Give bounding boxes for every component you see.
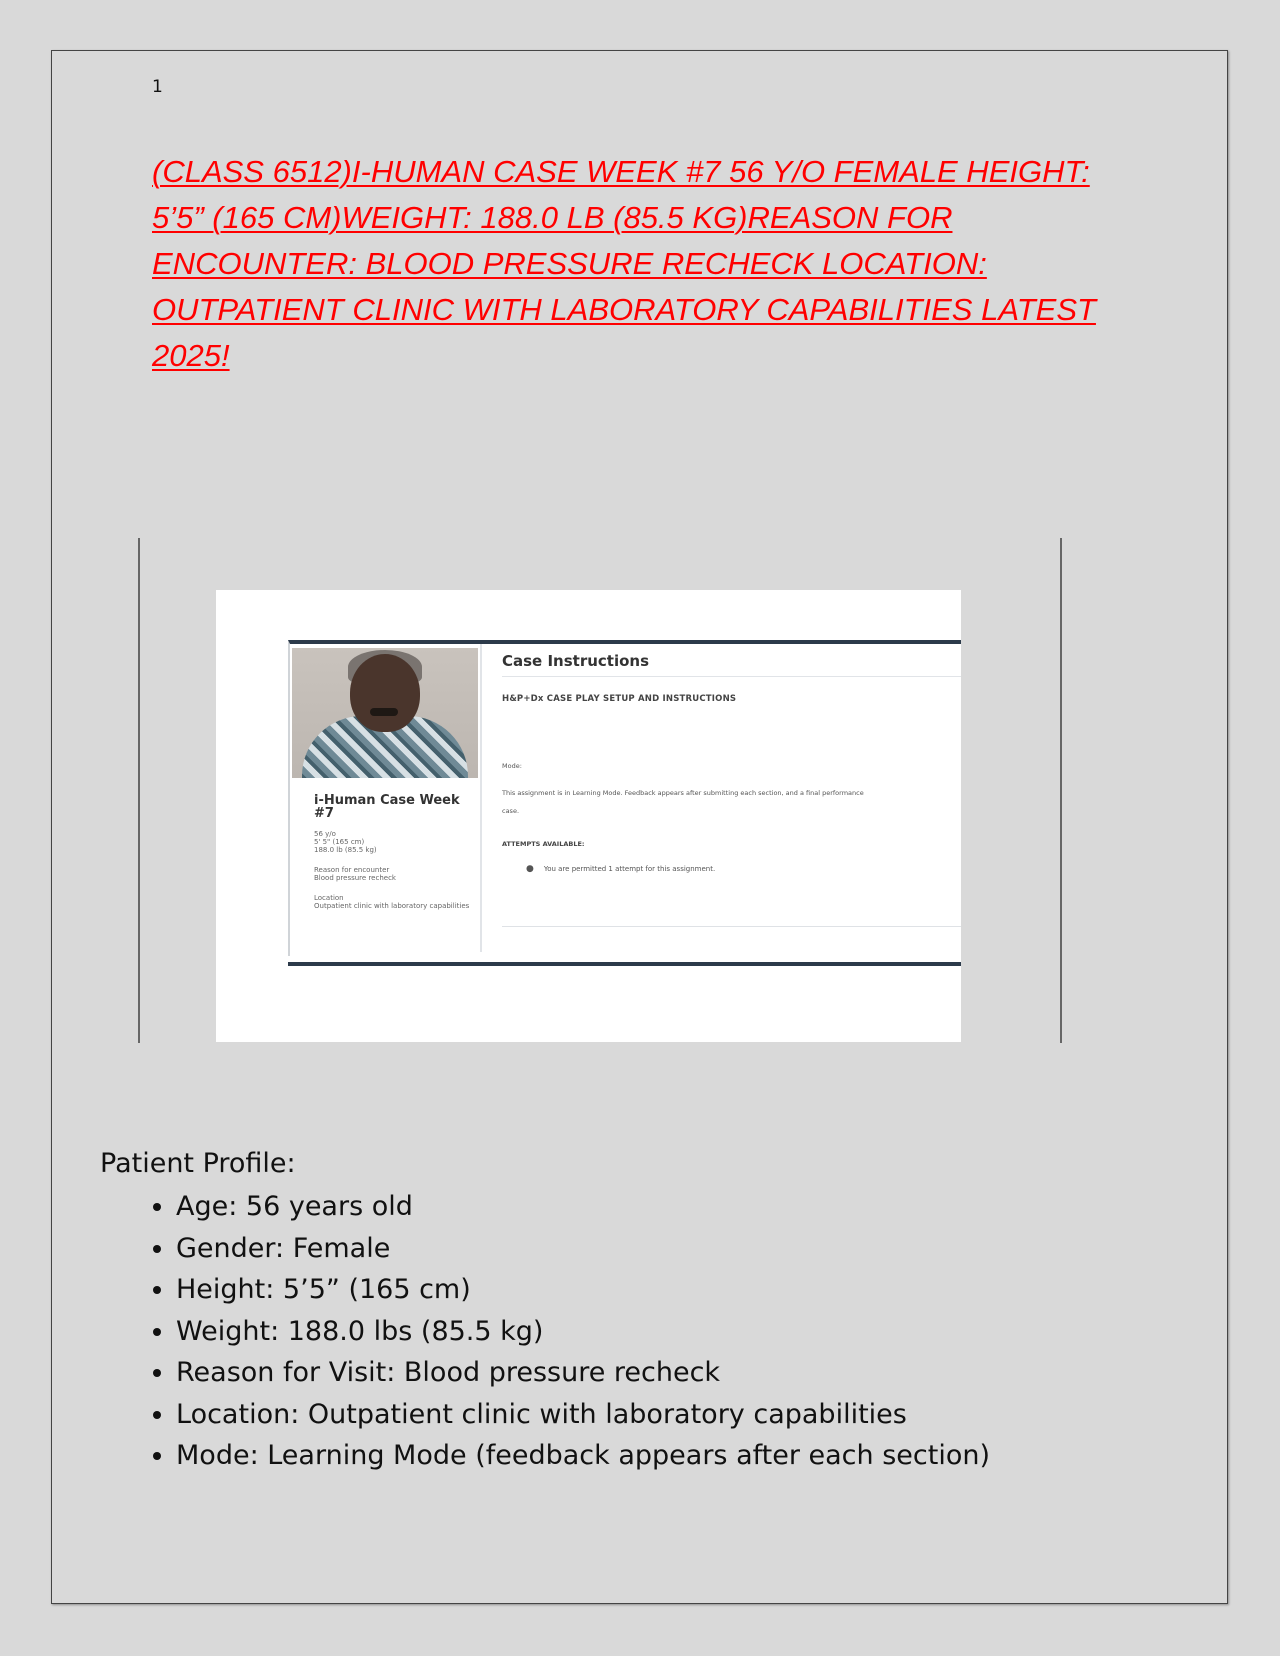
page-number: 1 [152, 77, 163, 97]
list-item: • Mode: Learning Mode (feedback appears after each section) [176, 1435, 990, 1477]
mode-text-line: This assignment is in Learning Mode. Feedback appears after submitting each section, and a final performance [502, 789, 864, 797]
instructions-panel [490, 644, 961, 952]
case-card [288, 640, 961, 956]
divider [502, 926, 961, 927]
reason-block [314, 866, 474, 882]
list-item: • Reason for Visit: Blood pressure recheck [176, 1352, 990, 1394]
case-name: i-Human Case Week #7 [314, 793, 460, 821]
list-item: • Location: Outpatient clinic with laboratory capabilities [176, 1394, 990, 1436]
location-value: Outpatient clinic with laboratory capabilities [314, 902, 470, 910]
profile-heading: Patient Profile: [100, 1148, 296, 1179]
reason-value: Blood pressure recheck [314, 874, 396, 882]
list-item: • Age: 56 years old [176, 1186, 990, 1228]
list-item: • Height: 5’5” (165 cm) [176, 1269, 990, 1311]
location-block [314, 894, 474, 910]
patient-stats [314, 830, 474, 854]
reason-label: Reason for encounter [314, 866, 390, 874]
document-title[interactable]: (CLASS 6512)I-HUMAN CASE WEEK #7 56 Y/O FEMALE HEIGHT: 5’5” (165 CM)WEIGHT: 188.0 LB (85.5 KG)REASON FOR ENCOUNTER: BLOOD PRESSURE RECHECK LOCATION: OUTPATIENT CLINIC WITH LABORATORY CAPABILITIES LATEST 2025! [152, 154, 1096, 373]
profile-list [100, 1186, 990, 1477]
list-item: • Weight: 188.0 lbs (85.5 kg) [176, 1311, 990, 1353]
location-label: Location [314, 894, 344, 902]
attempts-text: You are permitted 1 attempt for this assignment. [543, 865, 716, 873]
attempts-bullet [526, 864, 715, 874]
patient-panel [290, 644, 482, 952]
mode-label: Mode: [502, 762, 522, 770]
mode-text-cont: case. [502, 807, 520, 815]
patient-age: 56 y/o [314, 830, 336, 838]
attempts-label: ATTEMPTS AVAILABLE: [502, 840, 585, 848]
mode-text [502, 784, 961, 820]
instructions-title: Case Instructions [502, 652, 961, 677]
setup-heading: H&P+Dx CASE PLAY SETUP AND INSTRUCTIONS [502, 694, 737, 704]
patient-height: 5' 5" (165 cm) [314, 838, 365, 846]
embedded-screenshot [216, 590, 961, 1042]
card-bottom-bar [288, 962, 961, 966]
list-item: • Gender: Female [176, 1228, 990, 1270]
bullet-icon: ● [526, 864, 534, 874]
patient-photo [292, 648, 478, 778]
patient-weight: 188.0 lb (85.5 kg) [314, 846, 377, 854]
